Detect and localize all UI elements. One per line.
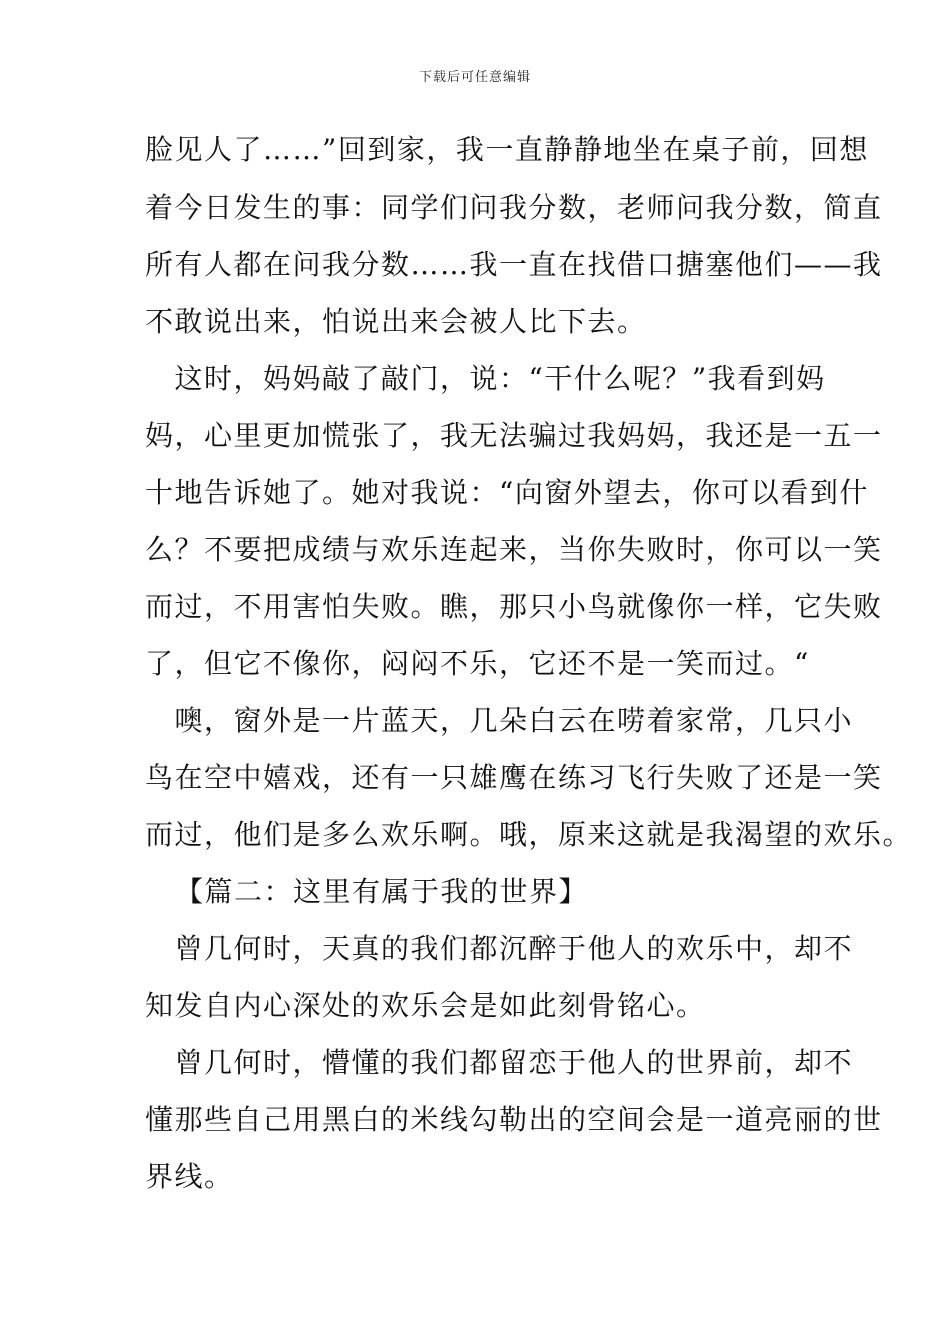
text-line: 懂那些自己用黑白的米线勾勒出的空间会是一道亮丽的世 [145, 1103, 883, 1136]
page-header: 下载后可任意编辑 [418, 70, 531, 85]
text-line: 而过，不用害怕失败。瞧，那只小鸟就像你一样，它失败 [145, 590, 883, 623]
text-line: 曾几何时，懵懂的我们都留恋于他人的世界前，却不 [145, 1046, 854, 1079]
text-line: 了，但它不像你，闷闷不乐，它还不是一笑而过。“ [145, 647, 810, 680]
text-line: 鸟在空中嬉戏，还有一只雄鹰在练习飞行失败了还是一笑 [145, 761, 883, 794]
text-line: 这时，妈妈敲了敲门，说：“干什么呢？”我看到妈 [145, 362, 826, 395]
text-line: 脸见人了……”回到家，我一直静静地坐在桌子前，回想 [145, 133, 869, 166]
text-line: 所有人都在问我分数……我一直在找借口搪塞他们——我 [145, 248, 883, 281]
text-line: 么？不要把成绩与欢乐连起来，当你失败时，你可以一笑 [145, 533, 883, 566]
text-line: 不敢说出来，怕说出来会被人比下去。 [145, 305, 647, 338]
text-line: 噢，窗外是一片蓝天，几朵白云在唠着家常，几只小 [145, 704, 854, 737]
text-line: 着今日发生的事：同学们问我分数，老师问我分数，简直 [145, 191, 883, 224]
text-line: 而过，他们是多么欢乐啊。哦，原来这就是我渴望的欢乐。 [145, 818, 913, 851]
text-line: 十地告诉她了。她对我说：“向窗外望去，你可以看到什 [145, 476, 869, 509]
text-line: 妈，心里更加慌张了，我无法骗过我妈妈，我还是一五一 [145, 419, 883, 452]
text-line: 曾几何时，天真的我们都沉醉于他人的欢乐中，却不 [145, 932, 854, 965]
text-line: 知发自内心深处的欢乐会是如此刻骨铭心。 [145, 989, 706, 1022]
text-line: 界线。 [145, 1160, 234, 1193]
section-heading: 【篇二：这里有属于我的世界】 [175, 875, 589, 908]
